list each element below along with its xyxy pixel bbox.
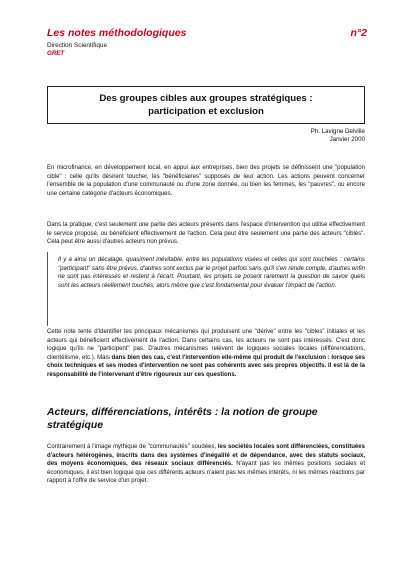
document-date: Janvier 2000 [329,136,365,143]
direction-label: Direction Scientifique [47,42,108,49]
organization-label: GRET [47,50,65,57]
series-title: Les notes méthodologiques [47,27,187,39]
quote-text: Il y a ainsi un décalage, quasiment inévitable, entre les populations visées et celles qui sont touchées : certains "participant" sans être prévus, d'autres sont exclus par le projet parfois sans qu'il s'en rende compte, d'autres enfin ne sont pas intéressés et restent à l'écart. Pourtant, les projets se posent rarement la question de savoir quels sont les acteurs réellement touchés, alors même que c'est fondamental pour évaluer l'impact de l'action. [58,257,365,290]
paragraph-purpose-emphasis: dans bien des cas, c'est l'intervention elle-même qui produit de l'exclusion : lorsque ses choix techniques et ses modes d'intervention ne sont pas cohérents avec ses propres objectifs. Il est là de la responsabilité de l'intervenant d'être rigoureux sur ces questions. [47,354,365,378]
paragraph-purpose [47,328,365,380]
title-line-1: Des groupes cibles aux groupes stratégiques : [99,93,313,104]
paragraph-purpose-text: Cette note tente d'identifier les principaux mécanismes qui produisent une "dérive" entre les "cibles" initiales et les acteurs qui bénéficient effectivement de l'action. Dans certains cas, les acteurs ne sont pas intéressés. C'est donc logique qu'ils ne "participent" pas. D'autres mécanismes relèvent de logiques sociales locales (différenciations, clientélisme, etc.). Mais [47,329,365,361]
paragraph-diff-tail: N'ayant pas les mêmes positions sociales et économiques, il est bien logique que ces différents acteurs n'aient pas les mêmes intérêts, ni les mêmes réactions par rapport à l'offre de service d'un projet. [47,461,366,485]
paragraph-intro: En microfinance, en développement local, en appui aux entreprises, bien des projets se définissent une "population cible" : celle qu'ils désirent toucher, les "bénéficiaires" supposés de leur action. Les actions peuvent concerner l'ensemble de la population d'une communauté ou d'une zone donnée, ou bien les femmes, les "pauvres", ou encore une certaine catégorie d'acteurs économiques. [47,165,365,197]
author-name: Ph. Lavigne Delville [310,128,365,135]
series-header [47,27,367,39]
author-block [311,128,365,144]
highlight-quote [47,252,365,326]
document-title-box [47,86,365,124]
paragraph-practice: Dans la pratique, c'est seulement une partie des acteurs présents dans l'espace d'intervention qui utilise effectivement le service proposé, ou bénéficient effectivement de l'action. Cela peut être seulement une partie des acteurs "ciblés". Cela peut être aussi d'autres acteurs non prévus. [47,222,365,246]
section-heading: Acteurs, différenciations, intérêts : la notion de groupe stratégique [47,407,318,431]
paragraph-diff-lead: Contrairement à l'image mythique de "communautés" soudées, [47,444,218,450]
paragraph-differentiation [47,443,365,486]
title-line-2: participation et exclusion [148,106,264,117]
paragraph-diff-emphasis: les sociétés locales sont différenciées, constituées d'acteurs hétérogènes, inscrits dans des systèmes d'inégalité et de dépendance, avec des statuts sociaux, des moyens économiques, des réseaux sociaux différenciés. [47,444,365,468]
note-number: n°2 [350,27,367,39]
